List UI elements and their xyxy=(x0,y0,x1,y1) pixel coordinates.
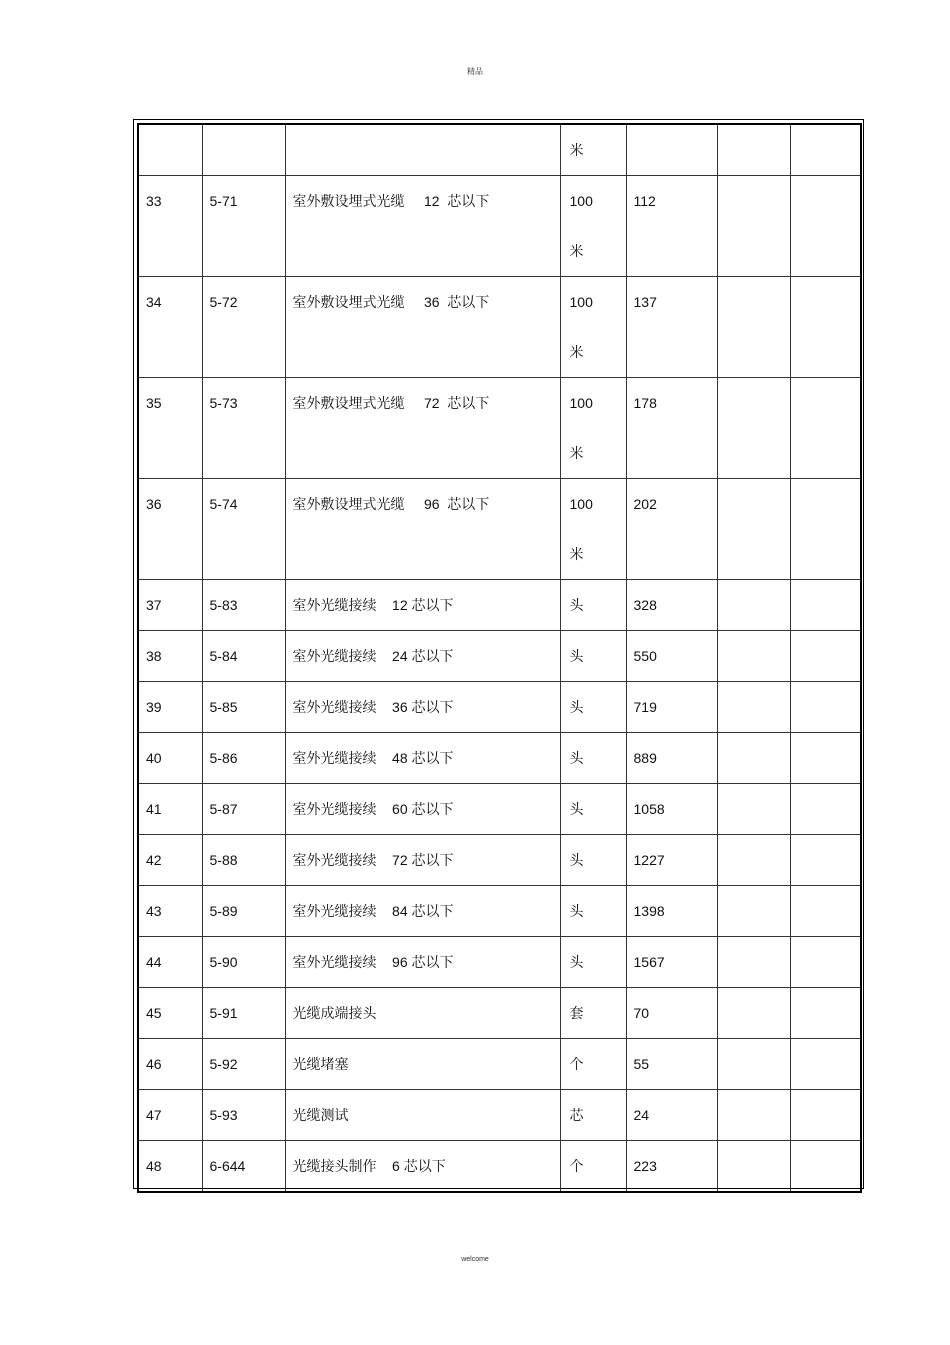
quantity-cell: 719 xyxy=(626,682,717,733)
item-description-cell: 室外敷设埋式光缆 72 芯以下 xyxy=(285,378,560,479)
unit-text: 头 xyxy=(569,648,584,664)
blank-cell xyxy=(717,176,790,277)
quantity-cell: 70 xyxy=(626,988,717,1039)
blank-cell xyxy=(790,176,861,277)
item-description-cell xyxy=(285,124,560,176)
blank-cell xyxy=(790,988,861,1039)
quantity-cell: 223 xyxy=(626,1141,717,1193)
item-description-cell: 室外光缆接续 96 芯以下 xyxy=(285,937,560,988)
item-code-cell: 5-93 xyxy=(202,1090,285,1141)
item-description-cell: 室外光缆接续 36 芯以下 xyxy=(285,682,560,733)
table-row xyxy=(138,378,861,479)
item-number-cell: 44 xyxy=(138,937,202,988)
quantity-cell: 137 xyxy=(626,277,717,378)
blank-cell xyxy=(790,1090,861,1141)
item-number-cell xyxy=(138,124,202,176)
item-code-cell: 5-92 xyxy=(202,1039,285,1090)
unit-cell xyxy=(560,937,626,988)
quantity-cell: 178 xyxy=(626,378,717,479)
item-description-cell: 室外光缆接续 72 芯以下 xyxy=(285,835,560,886)
item-code-cell: 5-71 xyxy=(202,176,285,277)
item-number-cell: 37 xyxy=(138,580,202,631)
item-number-cell: 45 xyxy=(138,988,202,1039)
quantity-cell: 112 xyxy=(626,176,717,277)
item-code-cell: 5-74 xyxy=(202,479,285,580)
unit-cell xyxy=(560,580,626,631)
quantity-cell: 1058 xyxy=(626,784,717,835)
table-row xyxy=(138,479,861,580)
blank-cell xyxy=(717,124,790,176)
unit-cell xyxy=(560,886,626,937)
unit-cell xyxy=(560,277,626,378)
item-number-cell: 38 xyxy=(138,631,202,682)
quantity-cell: 55 xyxy=(626,1039,717,1090)
blank-cell xyxy=(717,277,790,378)
table-row xyxy=(138,682,861,733)
item-number-cell: 46 xyxy=(138,1039,202,1090)
blank-cell xyxy=(790,1141,861,1193)
rate-table xyxy=(137,123,862,1193)
item-description-cell: 室外敷设埋式光缆 36 芯以下 xyxy=(285,277,560,378)
item-code-cell: 5-86 xyxy=(202,733,285,784)
unit-text: 100 xyxy=(569,193,593,209)
page-footer: welcome xyxy=(461,1256,489,1263)
unit-text: 100 xyxy=(569,496,593,512)
unit-text: 头 xyxy=(569,903,584,919)
quantity-cell: 1398 xyxy=(626,886,717,937)
unit-cell xyxy=(560,631,626,682)
table-row xyxy=(138,580,861,631)
unit-cell xyxy=(560,176,626,277)
item-code-cell: 5-85 xyxy=(202,682,285,733)
item-description-cell: 室外光缆接续 84 芯以下 xyxy=(285,886,560,937)
unit-text: 米 xyxy=(569,546,584,562)
unit-cell xyxy=(560,1039,626,1090)
item-code-cell: 5-91 xyxy=(202,988,285,1039)
unit-text: 个 xyxy=(569,1056,584,1072)
item-number-cell: 34 xyxy=(138,277,202,378)
blank-cell xyxy=(717,378,790,479)
unit-text: 米 xyxy=(569,243,584,259)
item-code-cell: 6-644 xyxy=(202,1141,285,1193)
blank-cell xyxy=(790,378,861,479)
quantity-cell: 24 xyxy=(626,1090,717,1141)
unit-cell xyxy=(560,479,626,580)
unit-cell xyxy=(560,1141,626,1193)
unit-text: 套 xyxy=(569,1005,584,1021)
blank-cell xyxy=(790,277,861,378)
quantity-cell: 202 xyxy=(626,479,717,580)
item-number-cell: 43 xyxy=(138,886,202,937)
item-number-cell: 35 xyxy=(138,378,202,479)
item-number-cell: 47 xyxy=(138,1090,202,1141)
unit-text: 100 xyxy=(569,395,593,411)
table-row xyxy=(138,784,861,835)
table-row xyxy=(138,124,861,176)
item-description-cell: 室外光缆接续 60 芯以下 xyxy=(285,784,560,835)
unit-text: 头 xyxy=(569,801,584,817)
item-number-cell: 33 xyxy=(138,176,202,277)
table-row xyxy=(138,1141,861,1193)
item-code-cell: 5-90 xyxy=(202,937,285,988)
item-code-cell: 5-73 xyxy=(202,378,285,479)
item-number-cell: 41 xyxy=(138,784,202,835)
blank-cell xyxy=(790,580,861,631)
table-row xyxy=(138,937,861,988)
blank-cell xyxy=(790,682,861,733)
item-number-cell: 42 xyxy=(138,835,202,886)
blank-cell xyxy=(790,835,861,886)
blank-cell xyxy=(790,1039,861,1090)
blank-cell xyxy=(790,124,861,176)
item-description-cell: 室外敷设埋式光缆 12 芯以下 xyxy=(285,176,560,277)
table-row xyxy=(138,886,861,937)
blank-cell xyxy=(790,937,861,988)
unit-text: 头 xyxy=(569,852,584,868)
item-code-cell: 5-84 xyxy=(202,631,285,682)
blank-cell xyxy=(790,631,861,682)
quantity-cell: 328 xyxy=(626,580,717,631)
unit-text: 米 xyxy=(569,445,584,461)
item-description-cell: 光缆堵塞 xyxy=(285,1039,560,1090)
blank-cell xyxy=(717,580,790,631)
table-body xyxy=(138,124,861,1192)
blank-cell xyxy=(717,631,790,682)
item-number-cell: 39 xyxy=(138,682,202,733)
item-code-cell: 5-87 xyxy=(202,784,285,835)
item-code-cell: 5-88 xyxy=(202,835,285,886)
blank-cell xyxy=(790,479,861,580)
unit-text: 米 xyxy=(569,344,584,360)
blank-cell xyxy=(790,784,861,835)
table-row xyxy=(138,277,861,378)
unit-text: 芯 xyxy=(569,1107,584,1123)
unit-text: 头 xyxy=(569,699,584,715)
item-description-cell: 室外光缆接续 12 芯以下 xyxy=(285,580,560,631)
quantity-cell xyxy=(626,124,717,176)
quantity-cell: 1227 xyxy=(626,835,717,886)
blank-cell xyxy=(717,682,790,733)
unit-cell xyxy=(560,1090,626,1141)
item-number-cell: 40 xyxy=(138,733,202,784)
page-header: 精品 xyxy=(467,67,483,76)
item-number-cell: 48 xyxy=(138,1141,202,1193)
item-description-cell: 光缆成端接头 xyxy=(285,988,560,1039)
table-row xyxy=(138,1039,861,1090)
table-row xyxy=(138,176,861,277)
blank-cell xyxy=(717,988,790,1039)
unit-text: 头 xyxy=(569,954,584,970)
table-row xyxy=(138,988,861,1039)
unit-text: 100 xyxy=(569,294,593,310)
unit-cell xyxy=(560,124,626,176)
item-description-cell: 室外敷设埋式光缆 96 芯以下 xyxy=(285,479,560,580)
item-description-cell: 室外光缆接续 24 芯以下 xyxy=(285,631,560,682)
table-row xyxy=(138,631,861,682)
blank-cell xyxy=(717,784,790,835)
table-row xyxy=(138,835,861,886)
item-number-cell: 36 xyxy=(138,479,202,580)
unit-text: 头 xyxy=(569,597,584,613)
unit-cell xyxy=(560,378,626,479)
blank-cell xyxy=(717,479,790,580)
blank-cell xyxy=(717,1141,790,1193)
unit-cell xyxy=(560,733,626,784)
quantity-cell: 550 xyxy=(626,631,717,682)
blank-cell xyxy=(717,733,790,784)
unit-text: 米 xyxy=(569,142,584,158)
item-code-cell xyxy=(202,124,285,176)
blank-cell xyxy=(790,733,861,784)
unit-text: 头 xyxy=(569,750,584,766)
unit-cell xyxy=(560,835,626,886)
blank-cell xyxy=(717,1090,790,1141)
table-row xyxy=(138,733,861,784)
unit-cell xyxy=(560,784,626,835)
item-description-cell: 室外光缆接续 48 芯以下 xyxy=(285,733,560,784)
blank-cell xyxy=(717,937,790,988)
unit-text: 个 xyxy=(569,1158,584,1174)
blank-cell xyxy=(790,886,861,937)
item-description-cell: 光缆接头制作 6 芯以下 xyxy=(285,1141,560,1193)
quantity-cell: 889 xyxy=(626,733,717,784)
blank-cell xyxy=(717,886,790,937)
table-row xyxy=(138,1090,861,1141)
unit-cell xyxy=(560,988,626,1039)
item-code-cell: 5-72 xyxy=(202,277,285,378)
quantity-cell: 1567 xyxy=(626,937,717,988)
item-description-cell: 光缆测试 xyxy=(285,1090,560,1141)
blank-cell xyxy=(717,835,790,886)
item-code-cell: 5-83 xyxy=(202,580,285,631)
blank-cell xyxy=(717,1039,790,1090)
unit-cell xyxy=(560,682,626,733)
item-code-cell: 5-89 xyxy=(202,886,285,937)
